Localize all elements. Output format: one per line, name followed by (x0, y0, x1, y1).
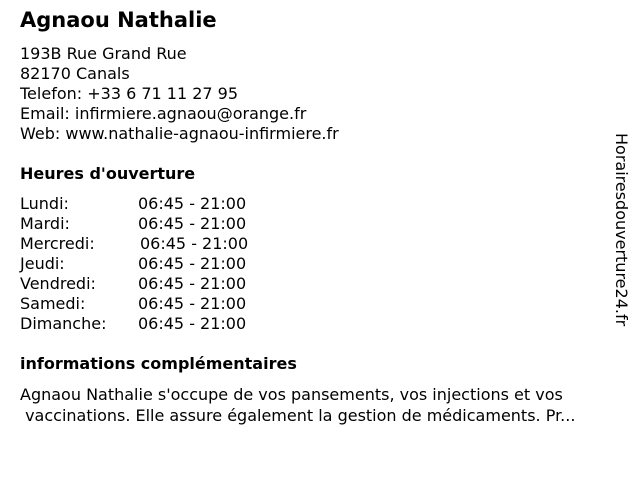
description-text (20, 384, 620, 426)
time-range: 06:45 - 21:00 (140, 234, 249, 253)
day-label: Mercredi: (20, 234, 95, 253)
day-label: Mardi: (20, 214, 70, 233)
time-range: 06:45 - 21:00 (138, 254, 247, 273)
time-range: 06:45 - 21:00 (138, 274, 247, 293)
watermark-text: Horairesdouverture24.fr (612, 133, 631, 327)
opening-hours-heading: Heures d'ouverture (20, 164, 196, 183)
additional-info-heading: informations complémentaires (20, 354, 297, 373)
description-line: vaccinations. Elle assure également la gestion de médicaments. Pr... (20, 406, 576, 425)
phone-line: Telefon: +33 6 71 11 27 95 (20, 84, 239, 103)
description-line: Agnaou Nathalie s'occupe de vos pansements, vos injections et vos (20, 385, 563, 404)
day-label: Dimanche: (20, 314, 107, 333)
contact-block (20, 44, 339, 144)
time-range: 06:45 - 21:00 (138, 194, 247, 213)
street-address: 193B Rue Grand Rue (20, 44, 187, 63)
time-range: 06:45 - 21:00 (138, 214, 247, 233)
site-watermark (610, 133, 632, 345)
day-label: Jeudi: (20, 254, 65, 273)
time-range: 06:45 - 21:00 (138, 314, 247, 333)
email-line: Email: infirmiere.agnaou@orange.fr (20, 104, 307, 123)
day-label: Vendredi: (20, 274, 96, 293)
business-name: Agnaou Nathalie (20, 8, 217, 32)
day-label: Lundi: (20, 194, 69, 213)
website-line: Web: www.nathalie-agnaou-infirmiere.fr (20, 124, 339, 143)
time-range: 06:45 - 21:00 (138, 294, 247, 313)
day-label: Samedi: (20, 294, 86, 313)
city-line: 82170 Canals (20, 64, 130, 83)
